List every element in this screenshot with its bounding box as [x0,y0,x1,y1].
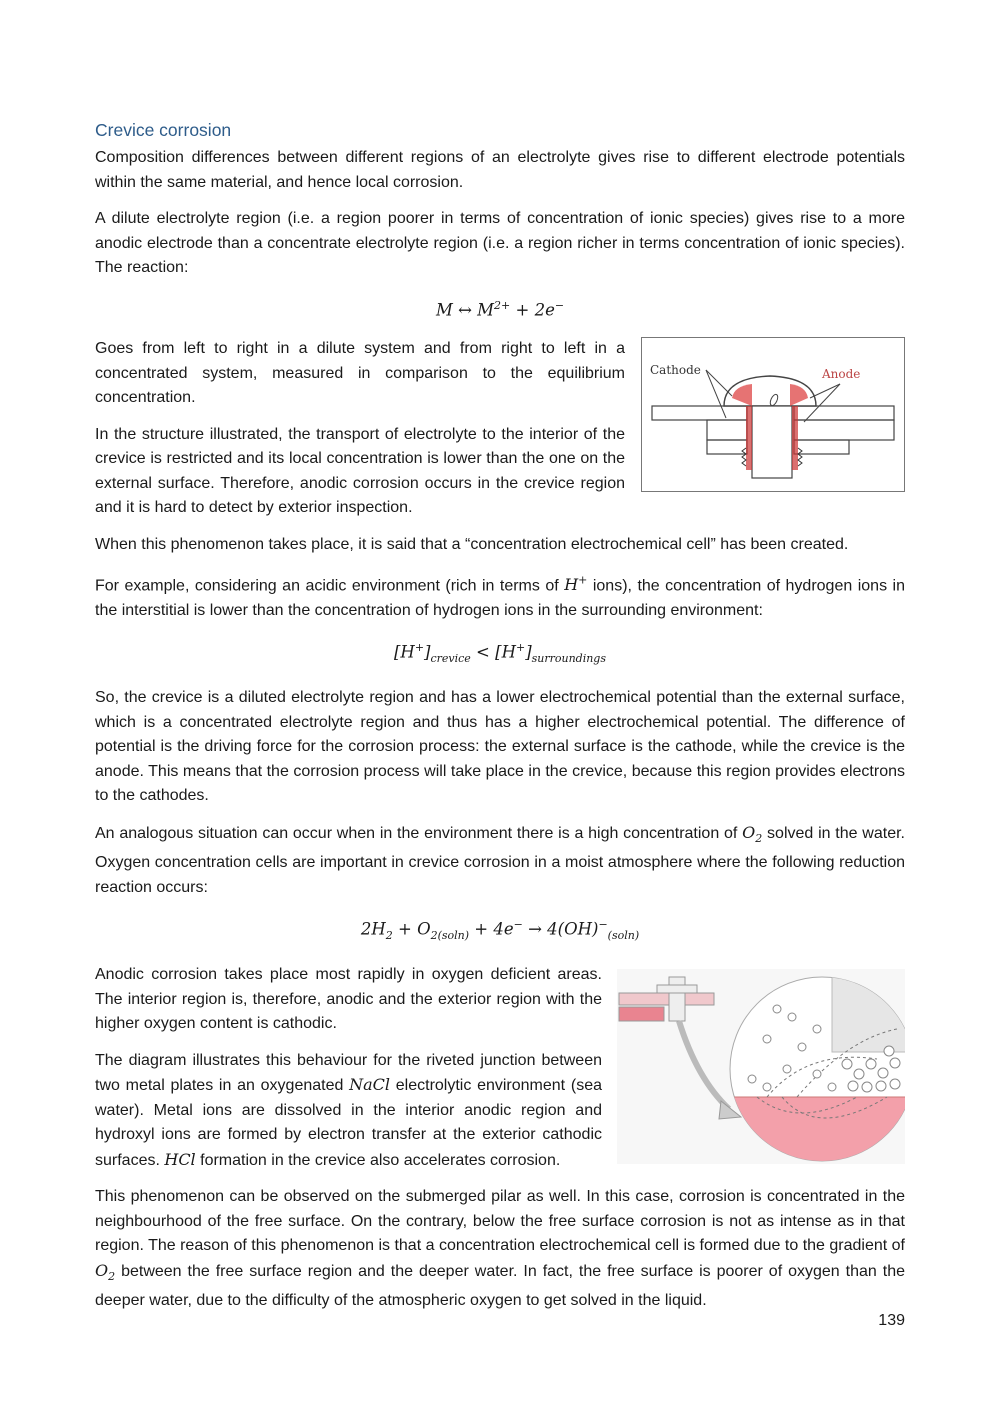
equation-2: $[H^+]_{crevice} < [H^+]_{surroundings}$ [393,641,606,666]
paragraph-10: The diagram illustrates this behaviour for the riveted junction between two metal plates in an oxygenated NaCl electrolytic environment (sea water). Metal ions are dissolved in the interior anodic region and hydroxyl ions are formed by electron transfer at the exterior cathodic surfaces. HCl formation in the crevice also accelerates corrosion. [95,1051,602,1169]
paragraph-11: This phenomenon can be observed on the submerged pilar as well. In this case, corrosion is concentrated in the neighbourhood of the free surface. On the contrary, below the free surface corrosion is not as intense as in that region. The reason of this phenomenon is that a concentration electrochemical cell is formed due to the gradient of $O_2$ between the free surface region and the deeper water. In fact, the free surface is poorer of oxygen than the deeper water, due to the difficulty of the atmospheric oxygen to get solved in the liquid. [95,1188,905,1310]
paragraph-8: An analogous situation can occur when in the environment there is a high concentration of $O_2$ solved in the water. Oxygen concentration cells are important in crevice corrosion in a moist atmosphere where the following reduction reaction occurs: [95,822,905,896]
paragraph-2: A dilute electrolyte region (i.e. a region poorer in terms of concentration of ionic species) gives rise to a more anodic electrode than a concentrate electrolyte region (i.e. a region richer in terms concentration of ionic species). The reaction: [95,210,905,276]
anode-label: Anode [822,367,861,381]
float-row-1 [95,337,905,533]
rivet-diagram [642,338,904,491]
equation-1: M ↔ $M^{2+} + 2e^-$ [435,298,565,319]
paragraph-9: Anodic corrosion takes place most rapidly in oxygen deficient areas. The interior region is, therefore, anodic and the exterior region with the higher oxygen content is cathodic. [95,966,602,1033]
page-number: 139 [878,1312,905,1329]
paragraph-5: When this phenomenon takes place, it is said that a “concentration electrochemical cell” has been created. [95,535,849,553]
paragraph-6: For example, considering an acidic environment (rich in terms of H+ ions), the concentration of hydrogen ions in the interstitial is lower than the concentration of hydrogen ions in the surrounding environment: [95,574,905,619]
section-heading: Crevice corrosion [95,120,232,140]
paragraph-4: In the structure illustrated, the transport of electrolyte to the interior of the crevice is restricted and its local concentration is lower than the one on the external surface. Therefore, anodic corrosion occurs in the crevice region and it is hard to detect by exterior inspection. [95,425,625,516]
paragraph-1: Composition differences between different regions of an electrolyte gives rise to different electrode potentials within the same material, and hence local corrosion. [95,149,905,191]
paragraph-7: So, the crevice is a diluted electrolyte region and has a lower electrochemical potential than the external surface, which is a concentrated electrolyte region and thus has a higher electrochemical potential. The difference of potential is the driving force for the corrosion process: the external surface is the cathode, while the crevice is the anode. This means that the corrosion process will take place in the crevice, because this region provides electrons to the cathodes. [95,689,905,805]
cathode-label: Cathode [650,363,701,377]
riveted-junction-diagram [617,969,905,1164]
oxygen-cell-figure [617,969,905,1164]
page-content [95,118,905,1326]
float-row-2 [95,963,905,1185]
crevice-figure [641,337,905,492]
equation-3: $2H_2 + O_{2(soln)} + 4e^- \to 4(OH)^-_{(soln)}$ [360,918,640,943]
paragraph-3: Goes from left to right in a dilute system and from right to left in a concentrated system, measured in comparison to the equilibrium concentration. [95,340,625,406]
